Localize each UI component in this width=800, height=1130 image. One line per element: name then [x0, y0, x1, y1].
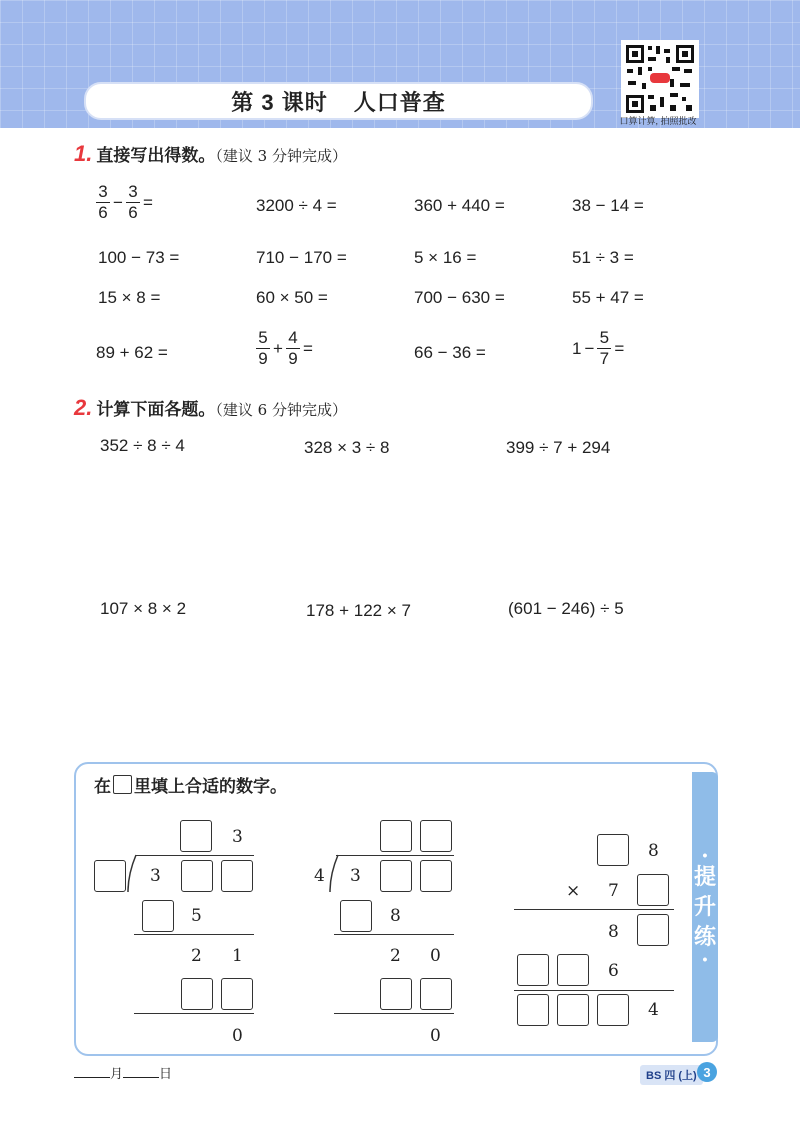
panel-heading: 在 里填上合适的数字。 — [94, 777, 287, 796]
question-2-5: 178 + 122 × 7 — [306, 601, 411, 620]
fraction: $\frac{5}{9}$ — [256, 328, 270, 369]
question-2-6: (601 − 246) ÷ 5 — [508, 599, 624, 618]
side-label-char: 练 — [693, 924, 716, 949]
question-1-1: $\frac{3}{6}$ − $\frac{3}{6}$ = — [96, 182, 153, 223]
digit: 2 — [191, 946, 202, 966]
section2-note: （建议 6 分钟完成） — [215, 401, 347, 419]
digit: 1 — [232, 946, 243, 966]
division-line — [134, 934, 254, 935]
section2-heading: 计算下面各题。 — [96, 400, 216, 419]
qr-code[interactable] — [621, 40, 699, 118]
digit: 0 — [430, 946, 441, 966]
division-line — [336, 855, 454, 856]
answer-box[interactable] — [420, 820, 452, 852]
answer-box[interactable] — [181, 978, 213, 1010]
digit: 0 — [232, 1026, 243, 1046]
question-1-13: 89 + 62 = — [96, 343, 168, 362]
digit: 4 — [314, 866, 325, 886]
answer-box[interactable] — [180, 820, 212, 852]
section1-title — [74, 141, 347, 167]
side-label-char: 升 — [693, 894, 716, 919]
answer-box[interactable] — [420, 978, 452, 1010]
multiplication-line — [514, 990, 674, 991]
times-sign: × — [566, 881, 581, 901]
question-1-4: 38 − 14 = — [572, 196, 644, 215]
lesson-name: 人口普查 — [353, 89, 446, 115]
answer-box[interactable] — [517, 994, 549, 1026]
lesson-number: 第 3 课时 — [231, 89, 328, 115]
month-blank[interactable] — [74, 1077, 110, 1078]
question-1-8: 51 ÷ 3 = — [572, 248, 634, 267]
answer-box[interactable] — [221, 978, 253, 1010]
answer-box[interactable] — [557, 994, 589, 1026]
question-2-2: 328 × 3 ÷ 8 — [304, 438, 390, 457]
grade-badge: BS 四 (上) — [640, 1065, 703, 1085]
section2-title — [74, 395, 347, 421]
section1-note: （建议 3 分钟完成） — [215, 147, 347, 165]
digit: 8 — [648, 841, 659, 861]
section2-number: 2. — [74, 395, 93, 420]
blank-box-sample — [113, 775, 132, 794]
question-2-1: 352 ÷ 8 ÷ 4 — [100, 436, 185, 455]
digit: 3 — [350, 866, 361, 886]
digit: 7 — [608, 881, 619, 901]
fraction: $\frac{3}{6}$ — [126, 182, 140, 223]
answer-box[interactable] — [142, 900, 174, 932]
day-blank[interactable] — [123, 1077, 159, 1078]
answer-box[interactable] — [340, 900, 372, 932]
digit: 0 — [430, 1026, 441, 1046]
digit: 5 — [191, 906, 202, 926]
question-1-12: 55 + 47 = — [572, 288, 644, 307]
date-fill-line: 月 日 — [74, 1063, 172, 1082]
digit: 8 — [608, 922, 619, 942]
answer-box[interactable] — [637, 914, 669, 946]
multiplication-line — [514, 909, 674, 910]
division-bracket — [328, 854, 340, 894]
answer-box[interactable] — [380, 820, 412, 852]
digit: 8 — [390, 906, 401, 926]
question-1-6: 710 − 170 = — [256, 248, 347, 267]
answer-box[interactable] — [380, 860, 412, 892]
qr-caption: 口算计算, 拍照批改 — [619, 116, 697, 126]
division-line — [134, 1013, 254, 1014]
page-number: 3 — [697, 1062, 717, 1082]
question-2-4: 107 × 8 × 2 — [100, 599, 187, 618]
question-1-9: 15 × 8 = — [98, 288, 161, 307]
division-line — [334, 1013, 454, 1014]
question-1-15: 66 − 36 = — [414, 343, 486, 362]
lesson-title — [84, 82, 593, 120]
division-line — [334, 934, 454, 935]
fraction: $\frac{5}{7}$ — [597, 328, 611, 369]
answer-box[interactable] — [597, 834, 629, 866]
question-2-3: 399 ÷ 7 + 294 — [506, 438, 611, 457]
answer-box[interactable] — [380, 978, 412, 1010]
question-1-7: 5 × 16 = — [414, 248, 477, 267]
digit: 6 — [608, 961, 619, 981]
question-1-11: 700 − 630 = — [414, 288, 505, 307]
fraction: $\frac{4}{9}$ — [286, 328, 300, 369]
division-line — [136, 855, 254, 856]
question-1-5: 100 − 73 = — [98, 248, 180, 267]
question-1-14: $\frac{5}{9}$ + $\frac{4}{9}$ = — [256, 328, 313, 369]
digit: 3 — [232, 827, 243, 847]
question-1-16: 1 − $\frac{5}{7}$ = — [572, 328, 625, 368]
answer-box[interactable] — [420, 860, 452, 892]
digit: 3 — [150, 866, 161, 886]
panel-side-tab: • 提 升 练 • — [692, 772, 718, 1042]
question-1-10: 60 × 50 = — [256, 288, 328, 307]
answer-box[interactable] — [557, 954, 589, 986]
section1-heading: 直接写出得数。 — [96, 146, 216, 165]
digit: 4 — [648, 1000, 659, 1020]
side-label-char: 提 — [693, 864, 716, 889]
section1-number: 1. — [74, 141, 93, 166]
answer-box[interactable] — [597, 994, 629, 1026]
answer-box[interactable] — [517, 954, 549, 986]
answer-box[interactable] — [181, 860, 213, 892]
answer-box[interactable] — [94, 860, 126, 892]
division-bracket — [126, 854, 138, 894]
question-1-3: 360 + 440 = — [414, 196, 505, 215]
question-1-2: 3200 ÷ 4 = — [256, 196, 337, 215]
answer-box[interactable] — [637, 874, 669, 906]
digit: 2 — [390, 946, 401, 966]
fraction: $\frac{3}{6}$ — [96, 182, 110, 223]
answer-box[interactable] — [221, 860, 253, 892]
